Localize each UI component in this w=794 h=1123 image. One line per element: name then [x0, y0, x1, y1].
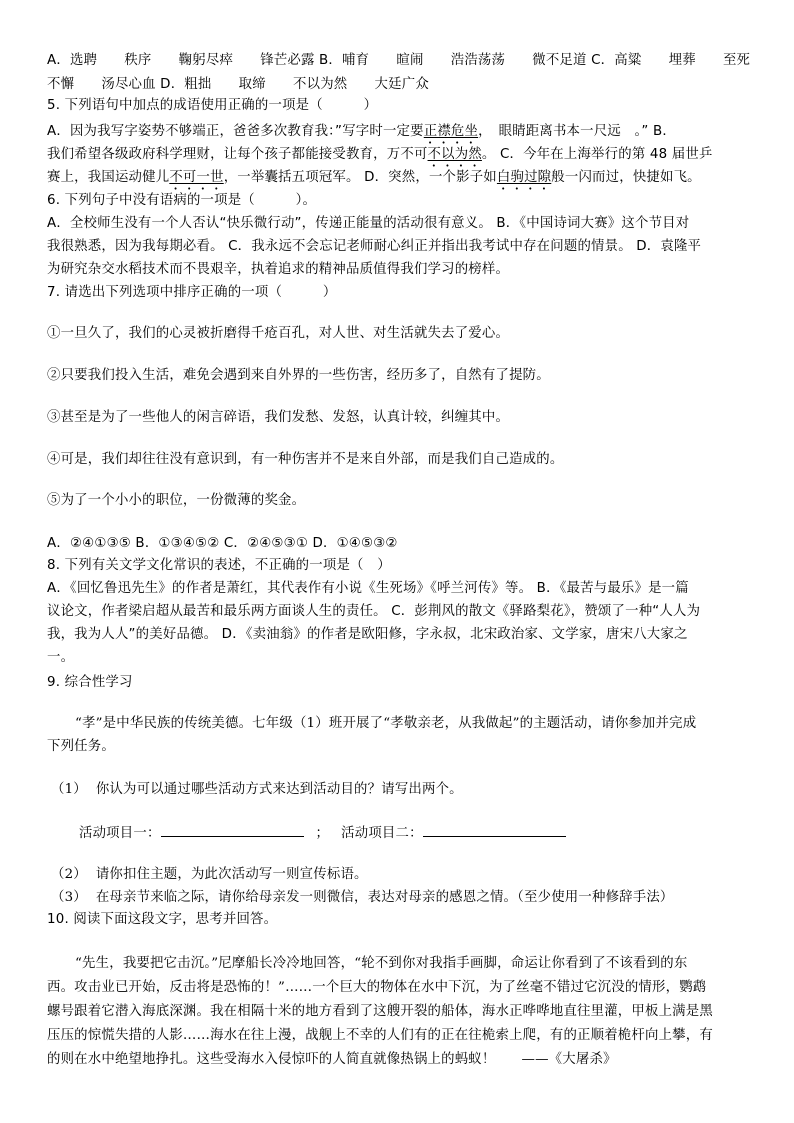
q10-passage-line-3: 螺号跟着它潜入海底深渊。我在相隔十米的地方看到了这艘开裂的船体，海水正哗哗地直往里灌，甲板上满是黑 [47, 1004, 713, 1019]
q7-sentence-3: ③甚至是为了一些他人的闲言碎语，我们发愁、发怒，认真计较，纠缠其中。 [47, 410, 510, 425]
q10-passage-line-4: 压压的惊慌失措的人影……海水在往上漫，战舰上不幸的人们有的正在往桅索上爬，有的正顺着桅杆向上攀，有 [47, 1028, 713, 1043]
q10-passage-line-5: 的则在水中绝望地挣扎。这些受海水入侵惊吓的人简直就像热锅上的蚂蚁！ ——《大屠杀》 [47, 1052, 617, 1067]
q9-part-1: （1） 你认为可以通过哪些活动方式来达到活动目的？请写出两个。 [51, 782, 463, 797]
q10-passage-line-1: “先生，我要把它击沉。”尼摩船长冷冷地回答，“轮不到你对我指手画脚，命运让你看到了不该看到的东 [75, 956, 688, 971]
idiom-zhengjinweizuo: 正襟危坐 [423, 124, 479, 139]
idiom-bukeyishi: 不可一世 [169, 170, 224, 185]
idiom-buyiweiran: 不以为然 [427, 147, 482, 162]
question-9-title: 9. 综合性学习 [47, 675, 133, 690]
question-6-line-3: 为研究杂交水稻技术而不畏艰辛，执着追求的精神品质值得我们学习的榜样。 [47, 262, 510, 277]
question-8-line-3: 我，我为人人”的美好品德。 D．《卖油翁》的作者是欧阳修，字永叔，北宋政治家、文学家，唐宋八大家之 [47, 627, 688, 642]
question-6-stem: 6. 下列句子中没有语病的一项是（ ）。 [47, 193, 317, 208]
question-8-stem: 8. 下列有关文学文化常识的表述，不正确的一项是（ ） [47, 558, 391, 573]
q9-intro-line-2: 下列任务。 [47, 739, 115, 754]
q9-part-3: （3） 在母亲节来临之际，请你给母亲发一则微信，表达对母亲的感恩之情。（至少使用一种修辞手法） [51, 890, 674, 905]
q4-options-line-2: 不懈 汤尽心血 D．粗拙 取缔 不以为然 大廷广众 [47, 77, 429, 92]
question-5-line-3: 赛上，我国运动健儿不可一世，一举囊括五项冠军。 D．突然，一个影子如白驹过隙般一闪而过，快捷如飞。 [47, 170, 701, 185]
question-5-line-1: A．因为我写字姿势不够端正，爸爸多次教育我：”写字时一定要正襟危坐， 眼睛距离书本一尺远 。” B． [47, 124, 676, 139]
activity-1-label: 活动项目一： [79, 826, 161, 841]
q7-sentence-4: ④可是，我们却往往没有意识到，有一种伤害并不是来自外部，而是我们自己造成的。 [47, 452, 564, 467]
question-7-stem: 7. 请选出下列选项中排序正确的一项（ ） [47, 285, 337, 300]
q9-activity-row: 活动项目一： ； 活动项目二： [79, 824, 566, 843]
question-6-line-1: A．全校师生没有一个人否认“快乐微行动”，传递正能量的活动很有意义。 B．《中国诗词大赛》这个节目对 [47, 216, 690, 231]
q7-options: A．②④①③⑤ B．①③④⑤② C．②④⑤③① D．①④⑤③② [47, 536, 398, 551]
question-8-line-2: 议论文，作者梁启超从最苦和最乐两方面谈人生的责任。 C．彭荆风的散文《驿路梨花》，赞颂了一种“人人为 [47, 604, 701, 619]
q7-sentence-1: ①一旦久了，我们的心灵被折磨得千疮百孔，对人世、对生活就失去了爱心。 [47, 326, 510, 341]
idiom-baijuguoxi: 白驹过隙 [496, 170, 552, 185]
question-6-line-2: 我很熟悉，因为我每期必看。 C．我永远不会忘记老师耐心纠正并指出我考试中存在问题的情景。 D．袁隆平 [47, 239, 702, 254]
question-10-title: 10. 阅读下面这段文字，思考并回答。 [47, 912, 278, 927]
q9-intro-line-1: “孝”是中华民族的传统美德。七年级（1）班开展了“孝敬亲老，从我做起”的主题活动，请你参加并完成 [75, 716, 697, 731]
question-8-line-4: 一。 [47, 650, 75, 665]
q4-options-line-1: A．选聘 秩序 鞠躬尽瘁 锋芒必露 B．哺育 暄闹 浩浩荡荡 微不足道 C．高粱 埋葬 至死 [47, 53, 751, 68]
q7-sentence-2: ②只要我们投入生活，难免会遇到来自外界的一些伤害，经历多了，自然有了提防。 [47, 368, 550, 383]
q9-part-2: （2） 请你扣住主题，为此次活动写一则宣传标语。 [51, 867, 368, 882]
passage-source: ——《大屠杀》 [521, 1052, 617, 1067]
question-8-line-1: A．《回忆鲁迅先生》的作者是萧红，其代表作有小说《生死场》《呼兰河传》等。 B．《最苦与最乐》是一篇 [47, 581, 689, 596]
q7-sentence-5: ⑤为了一个小小的职位，一份微薄的奖金。 [47, 493, 306, 508]
activity-2-label: 活动项目二： [341, 826, 423, 841]
activity-1-blank[interactable] [161, 824, 304, 837]
q10-passage-line-2: 西。攻击业已开始，反击将是恐怖的！”……一个巨大的物体在水中下沉，为了丝毫不错过它沉没的情形，鹦鹉 [47, 980, 707, 995]
question-5-line-2: 我们希望各级政府科学理财，让每个孩子都能接受教育，万不可不以为然。 C．今年在上海举行的第 48 届世乒 [47, 147, 713, 162]
activity-2-blank[interactable] [423, 824, 566, 837]
question-5-stem: 5. 下列语句中加点的成语使用正确的一项是（ ） [47, 98, 378, 113]
